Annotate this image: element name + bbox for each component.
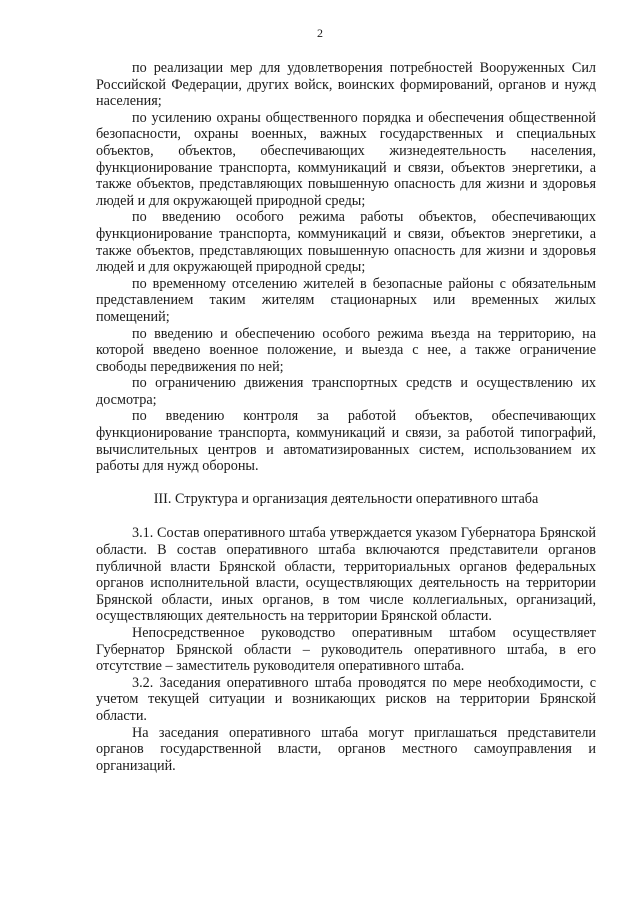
section-paragraph: На заседания оперативного штаба могут приглашаться представители органов государственной власти, органов местного самоуправления и организаций. <box>96 724 596 774</box>
section-paragraph: Непосредственное руководство оперативным штабом осуществляет Губернатор Брянской области – руководитель оперативного штаба, в его отсутствие – заместитель руководителя оперативного штаба. <box>96 625 596 675</box>
measure-item: по ограничению движения транспортных средств и осуществлению их досмотра; <box>96 375 596 408</box>
document-body <box>96 60 596 774</box>
measure-item: по введению контроля за работой объектов, обеспечивающих функционирование транспорта, коммуникаций и связи, за работой типографий, вычислительных центров и автоматизированных систем, использованием их работы для нужд обороны. <box>96 408 596 475</box>
measure-item: по введению особого режима работы объектов, обеспечивающих функционирование транспорта, коммуникаций и связи, объектов энергетики, а также объектов, представляющих повышенную опасность для жизни и здоровья людей и для окружающей природной среды; <box>96 209 596 276</box>
section-paragraph: 3.1. Состав оперативного штаба утверждается указом Губернатора Брянской области. В состав оперативного штаба включаются представители органов публичной власти Брянской области, территориальных органов федеральных органов исполнительной власти, осуществляющих деятельность на территории Брянской области, иных органов, в том числе коллегиальных, организаций, осуществляющих деятельность на территории Брянской области. <box>96 525 596 625</box>
section-paragraph: 3.2. Заседания оперативного штаба проводятся по мере необходимости, с учетом текущей ситуации и возникающих рисков на территории Брянской области. <box>96 674 596 724</box>
measure-item: по усилению охраны общественного порядка и обеспечения общественной безопасности, охраны военных, важных государственных и специальных объектов, объектов, обеспечивающих жизнедеятельность населения, функционирование транспорта, коммуникаций и связи, объектов энергетики, а также объектов, представляющих повышенную опасность для жизни и здоровья людей и для окружающей природной среды; <box>96 109 596 209</box>
measure-item: по реализации мер для удовлетворения потребностей Вооруженных Сил Российской Федерации, других войск, воинских формирований, органов и нужд населения; <box>96 60 596 110</box>
measure-item: по введению и обеспечению особого режима въезда на территорию, на которой введено военное положение, и выезда с нее, а также ограничение свободы передвижения по ней; <box>96 325 596 375</box>
section-heading: III. Структура и организация деятельности оперативного штаба <box>153 490 539 507</box>
page-number: 2 <box>317 26 323 40</box>
measure-item: по временному отселению жителей в безопасные районы с обязательным представлением таким жителям стационарных или временных жилых помещений; <box>96 275 596 325</box>
